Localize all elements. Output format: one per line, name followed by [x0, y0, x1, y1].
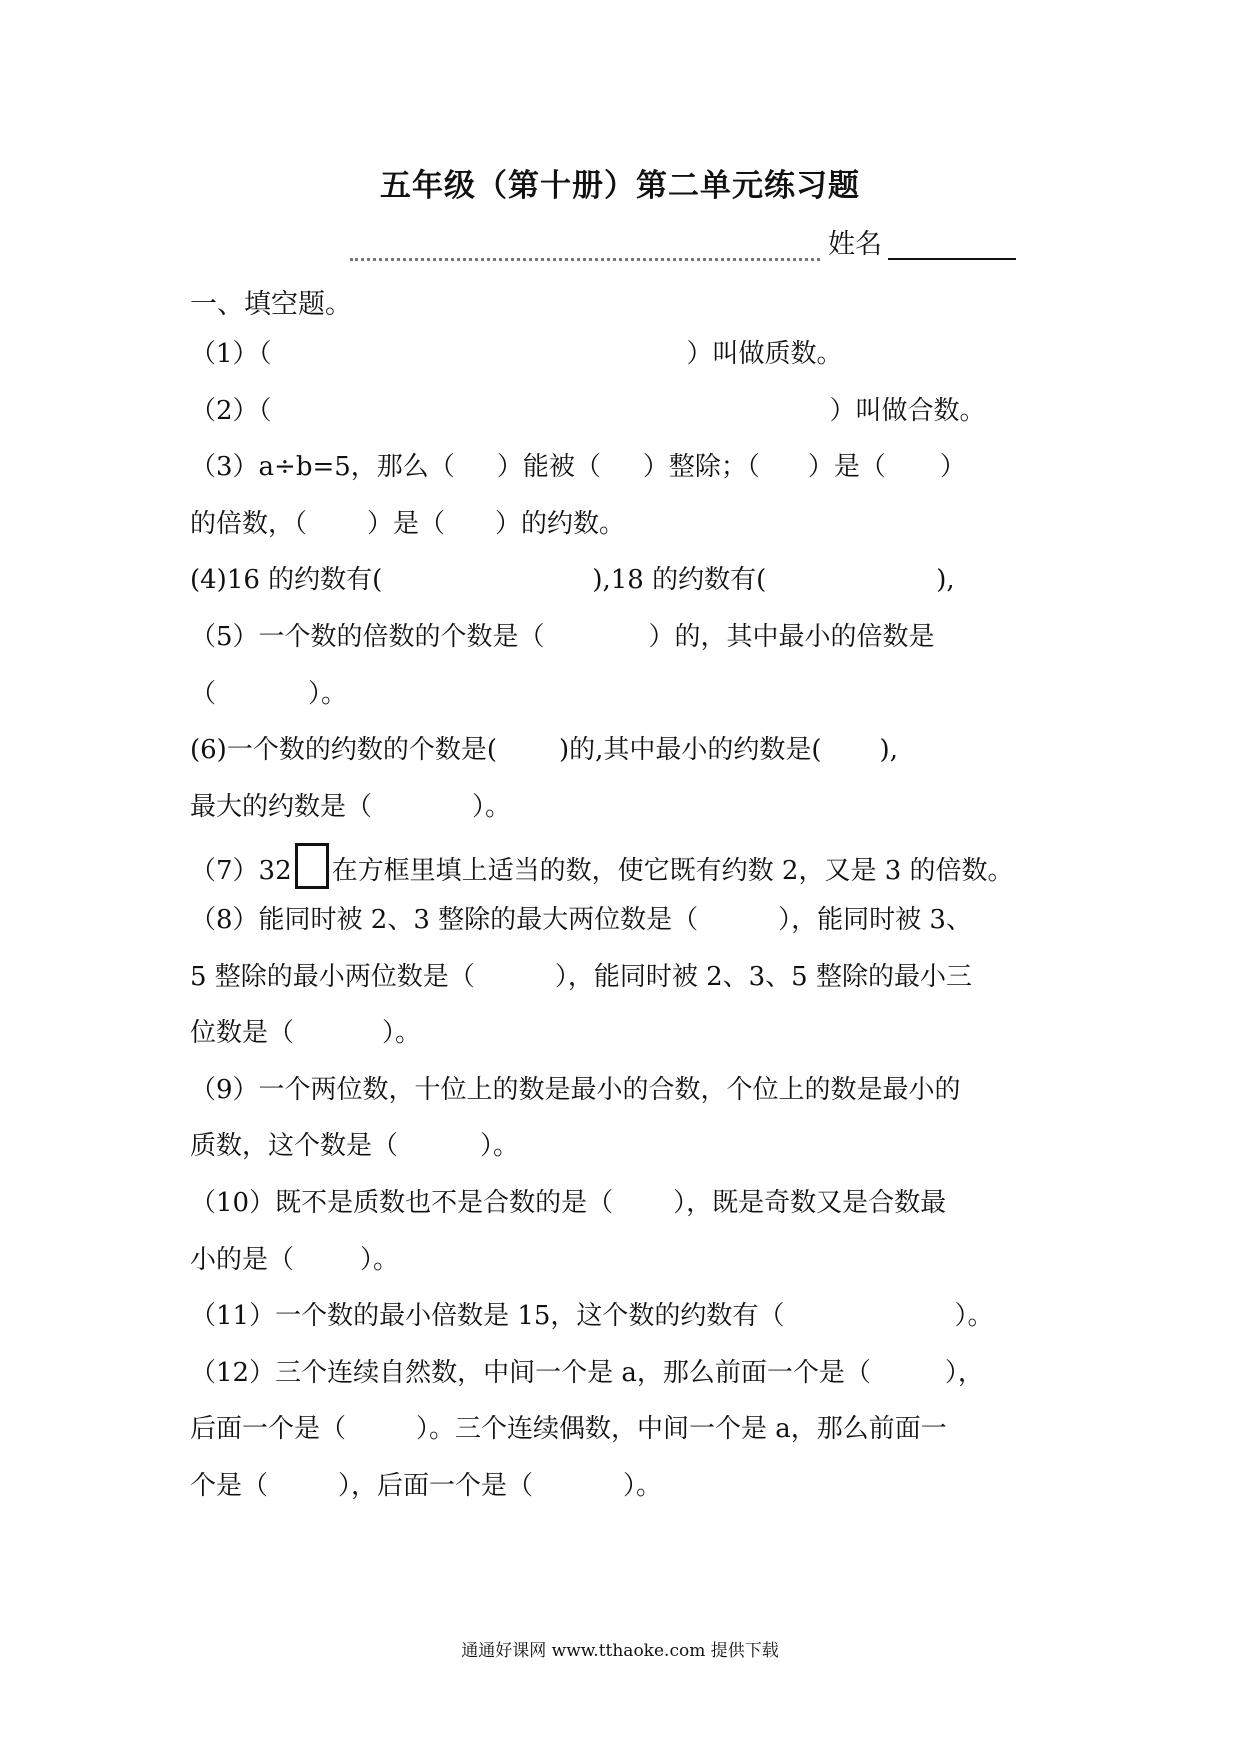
question-5-line-2: （ ）。	[190, 678, 348, 709]
answer-box[interactable]	[295, 843, 329, 889]
question-8-line-2: 5 整除的最小两位数是（ ），能同时被 2、3、5 整除的最小三	[190, 961, 972, 992]
page-title: 五年级（第十册）第二单元练习题	[380, 168, 860, 204]
section-heading: 一、填空题。	[190, 289, 352, 320]
question-6-line-2: 最大的约数是（ ）。	[190, 791, 512, 822]
question-9-line-1: （9）一个两位数，十位上的数是最小的合数，个位上的数是最小的	[190, 1074, 961, 1105]
name-row	[350, 222, 1020, 262]
question-3-line-1: （3）a÷b=5，那么（ ）能被（ ）整除；（ ）是（ ）	[190, 452, 966, 483]
question-1: （1）（ ）叫做质数。	[190, 339, 843, 369]
question-12-line-2: 后面一个是（ ）。三个连续偶数，中间一个是 a，那么前面一	[190, 1414, 947, 1445]
name-answer-line[interactable]	[888, 258, 1016, 260]
question-12-line-3: 个是（ ），后面一个是（ ）。	[190, 1470, 663, 1501]
page-footer: 通通好课网 www.tthaoke.com 提供下载	[461, 1641, 779, 1661]
question-11: （11）一个数的最小倍数是 15，这个数的约数有（ ）。	[190, 1301, 994, 1332]
question-8-line-3: 位数是（ ）。	[190, 1018, 422, 1049]
question-5-line-1: （5）一个数的倍数的个数是（ ）的，其中最小的倍数是	[190, 621, 935, 652]
question-10-line-1: （10）既不是质数也不是合数的是（ ），既是奇数又是合数最	[190, 1187, 947, 1218]
dotted-separator	[350, 222, 820, 261]
question-8-line-1: （8）能同时被 2、3 整除的最大两位数是（ ），能同时被 3、	[190, 904, 972, 935]
question-12-line-1: （12）三个连续自然数，中间一个是 a，那么前面一个是（ ），	[190, 1357, 984, 1388]
question-list	[190, 334, 1070, 1522]
question-4: (4)16 的约数有( ),18 的约数有( ),	[190, 565, 955, 596]
question-3-line-2: 的倍数，（ ）是（ ）的约数。	[190, 508, 626, 539]
question-2: （2）（ ）叫做合数。	[190, 395, 986, 426]
question-6-line-1: (6)一个数的约数的个数是( )的,其中最小的约数是( ),	[190, 735, 898, 766]
name-label: 姓名	[828, 229, 882, 260]
question-7: （7）32 在方框里填上适当的数，使它既有约数 2，又是 3 的倍数。	[190, 843, 1070, 900]
question-9-line-2: 质数，这个数是（ ）。	[190, 1131, 520, 1162]
question-10-line-2: 小的是（ ）。	[190, 1244, 400, 1275]
